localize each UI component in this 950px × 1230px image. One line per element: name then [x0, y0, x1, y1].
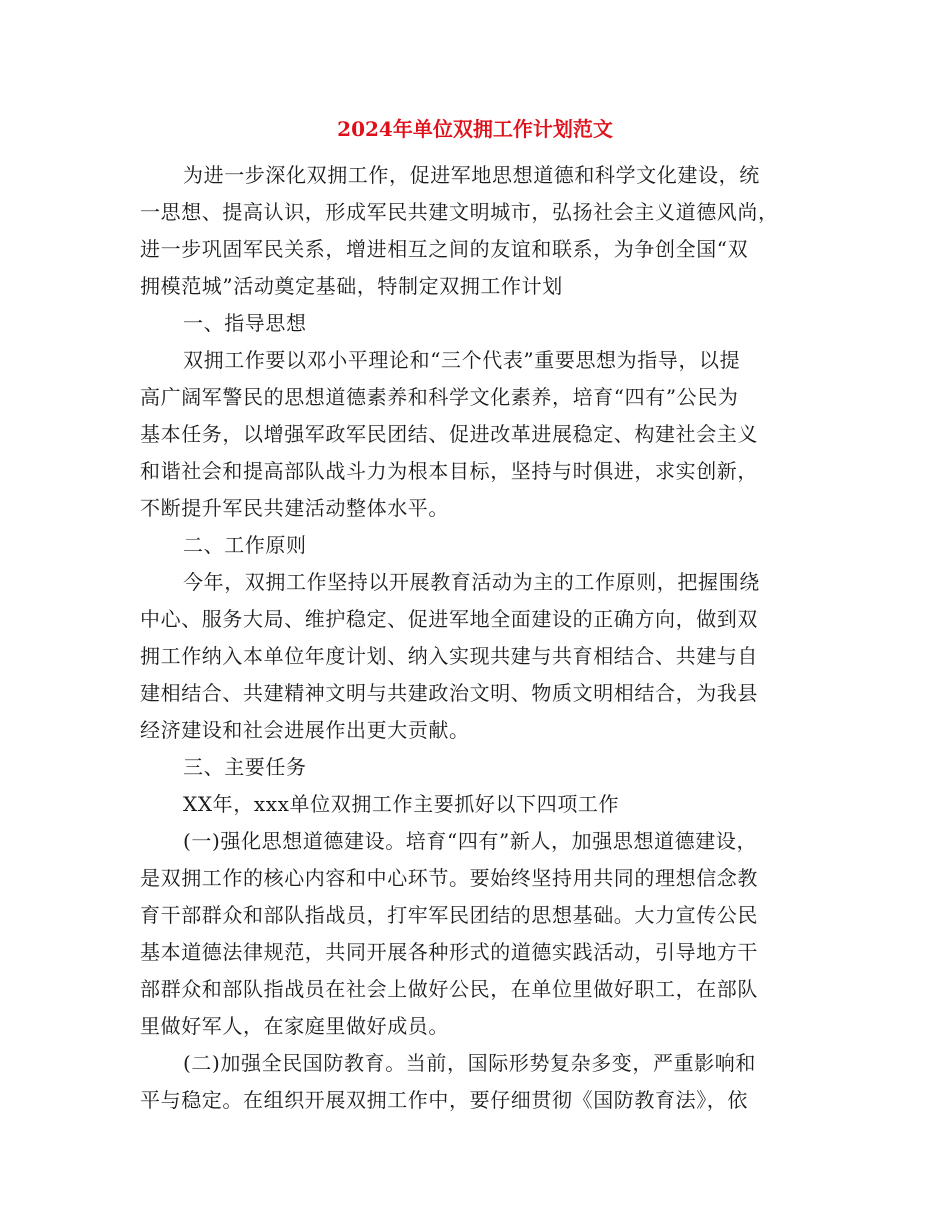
- text-line: XX年，xxx单位双拥工作主要抓好以下四项工作: [183, 792, 620, 816]
- text-line: (一)强化思想道德建设。培育“四有”新人，加强思想道德建设，: [183, 829, 758, 853]
- text-line: (二)加强全民国防教育。当前，国际形势复杂多变，严重影响和: [183, 1051, 757, 1075]
- text-line: 中心、服务大局、维护稳定、促进军地全面建设的正确方向，做到双: [140, 607, 758, 631]
- text-line: 平与稳定。在组织开展双拥工作中，要仔细贯彻《国防教育法》，依: [140, 1088, 748, 1112]
- text-line: 基本任务，以增强军政军民团结、促进改革进展稳定、构建社会主义: [140, 422, 758, 446]
- text-line: 高广阔军警民的思想道德素养和科学文化素养，培育“四有”公民为: [140, 385, 739, 409]
- text-line: 二、工作原则: [183, 533, 307, 557]
- text-line: 双拥工作要以邓小平理论和“三个代表”重要思想为指导，以提: [183, 348, 741, 372]
- text-line: 基本道德法律规范，共同开展各种形式的道德实践活动，引导地方干: [140, 940, 758, 964]
- text-line: 育干部群众和部队指战员，打牢军民团结的思想基础。大力宣传公民: [140, 903, 758, 927]
- text-line: 建相结合、共建精神文明与共建政治文明、物质文明相结合，为我县: [140, 681, 758, 705]
- text-line: 三、主要任务: [183, 755, 307, 779]
- text-line: 拥模范城”活动奠定基础，特制定双拥工作计划: [140, 274, 563, 298]
- document-body: [140, 157, 820, 1119]
- text-line: 经济建设和社会进展作出更大贡献。: [140, 718, 470, 742]
- text-line: 为进一步深化双拥工作，促进军地思想道德和科学文化建设，统: [183, 163, 760, 187]
- text-line: 今年，双拥工作坚持以开展教育活动为主的工作原则，把握围绕: [183, 570, 760, 594]
- document-title: 2024年单位双拥工作计划范文: [337, 117, 613, 141]
- text-line: 不断提升军民共建活动整体水平。: [140, 496, 449, 520]
- text-line: 和谐社会和提高部队战斗力为根本目标，坚持与时俱进，求实创新，: [140, 459, 758, 483]
- text-line: 拥工作纳入本单位年度计划、纳入实现共建与共育相结合、共建与自: [140, 644, 758, 668]
- text-line: 一、指导思想: [183, 311, 307, 335]
- text-line: 部群众和部队指战员在社会上做好公民，在单位里做好职工，在部队: [140, 977, 758, 1001]
- text-line: 是双拥工作的核心内容和中心环节。要始终坚持用共同的理想信念教: [140, 866, 758, 890]
- text-line: 里做好军人，在家庭里做好成员。: [140, 1014, 449, 1038]
- text-line: 进一步巩固军民关系，增进相互之间的友谊和联系，为争创全国“双: [140, 237, 749, 261]
- text-line: 一思想、提高认识，形成军民共建文明城市，弘扬社会主义道德风尚，: [140, 200, 779, 224]
